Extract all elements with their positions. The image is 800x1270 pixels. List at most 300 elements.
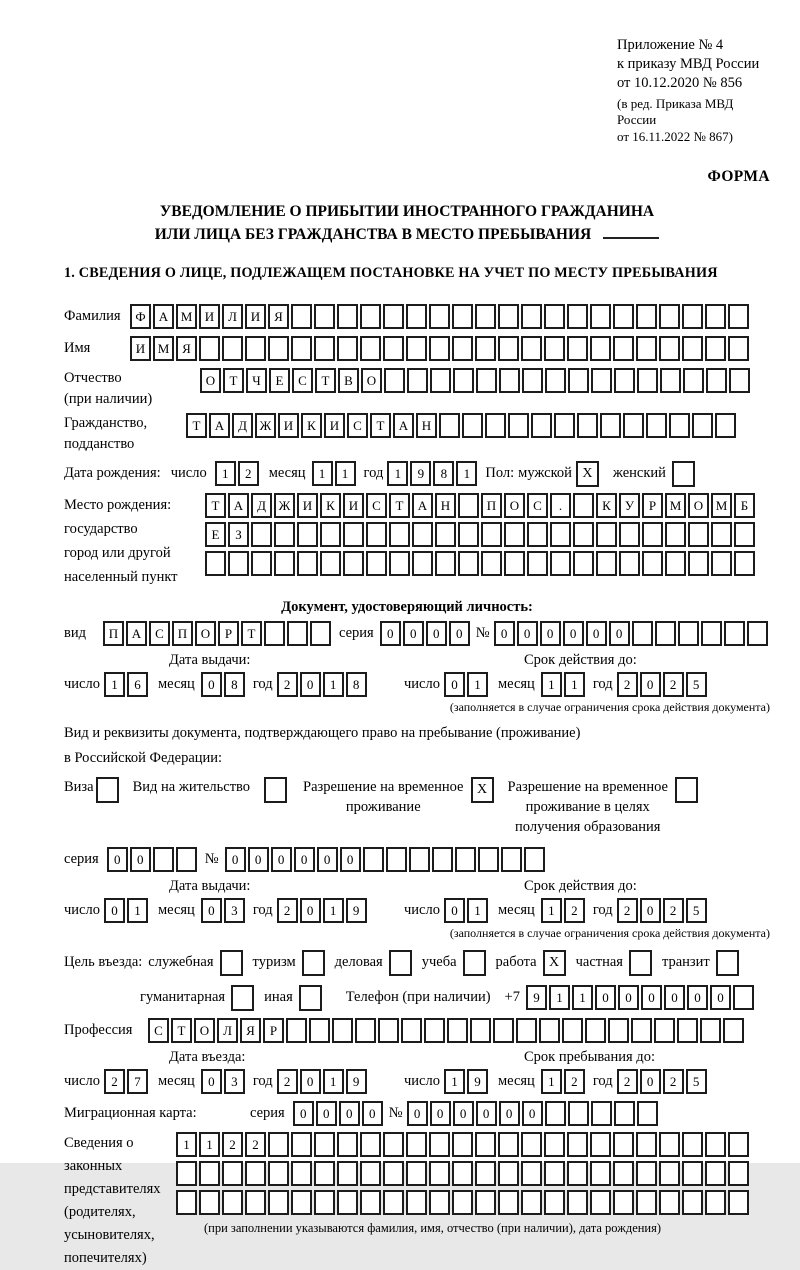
purpose-work-checkbox[interactable]: X: [543, 950, 566, 976]
char-cell[interactable]: 1: [127, 898, 148, 923]
char-cell[interactable]: 0: [476, 1101, 497, 1126]
char-cell[interactable]: [591, 368, 612, 393]
char-cell[interactable]: Т: [241, 621, 262, 646]
char-cell[interactable]: [655, 621, 676, 646]
char-cell[interactable]: [585, 1018, 606, 1043]
char-cell[interactable]: [531, 413, 552, 438]
purpose-other-checkbox[interactable]: [299, 985, 322, 1011]
char-cell[interactable]: 1: [549, 985, 570, 1010]
char-cell[interactable]: [429, 1161, 450, 1186]
char-cell[interactable]: [682, 1161, 703, 1186]
char-cell[interactable]: [378, 1018, 399, 1043]
char-cell[interactable]: 5: [686, 672, 707, 697]
char-cell[interactable]: [406, 304, 427, 329]
char-cell[interactable]: К: [596, 493, 617, 518]
char-cell[interactable]: [613, 1161, 634, 1186]
char-cell[interactable]: [705, 1161, 726, 1186]
char-cell[interactable]: Т: [186, 413, 207, 438]
char-cell[interactable]: Л: [222, 304, 243, 329]
char-cell[interactable]: [222, 1190, 243, 1215]
char-cell[interactable]: [659, 304, 680, 329]
char-cell[interactable]: [481, 551, 502, 576]
char-cell[interactable]: 0: [499, 1101, 520, 1126]
char-cell[interactable]: [733, 985, 754, 1010]
char-cell[interactable]: 0: [339, 1101, 360, 1126]
char-cell[interactable]: [501, 847, 522, 872]
char-cell[interactable]: 1: [541, 1069, 562, 1094]
char-cell[interactable]: [355, 1018, 376, 1043]
char-cell[interactable]: М: [665, 493, 686, 518]
char-cell[interactable]: [706, 368, 727, 393]
char-cell[interactable]: [728, 304, 749, 329]
char-cell[interactable]: 0: [407, 1101, 428, 1126]
char-cell[interactable]: 0: [225, 847, 246, 872]
char-cell[interactable]: [619, 522, 640, 547]
char-cell[interactable]: [429, 336, 450, 361]
temp-residence-checkbox[interactable]: X: [471, 777, 494, 803]
char-cell[interactable]: [682, 1190, 703, 1215]
char-cell[interactable]: [458, 522, 479, 547]
char-cell[interactable]: [498, 1161, 519, 1186]
char-cell[interactable]: [245, 336, 266, 361]
char-cell[interactable]: 1: [323, 672, 344, 697]
char-cell[interactable]: [199, 1190, 220, 1215]
char-cell[interactable]: [478, 847, 499, 872]
char-cell[interactable]: 2: [245, 1132, 266, 1157]
char-cell[interactable]: 1: [467, 898, 488, 923]
char-cell[interactable]: [636, 1190, 657, 1215]
char-cell[interactable]: [452, 1190, 473, 1215]
char-cell[interactable]: 1: [541, 672, 562, 697]
char-cell[interactable]: 8: [224, 672, 245, 697]
char-cell[interactable]: [554, 413, 575, 438]
char-cell[interactable]: [504, 522, 525, 547]
char-cell[interactable]: [389, 551, 410, 576]
char-cell[interactable]: [683, 368, 704, 393]
char-cell[interactable]: [728, 1132, 749, 1157]
char-cell[interactable]: [291, 336, 312, 361]
char-cell[interactable]: 1: [215, 461, 236, 486]
char-cell[interactable]: 8: [433, 461, 454, 486]
char-cell[interactable]: С: [292, 368, 313, 393]
char-cell[interactable]: С: [347, 413, 368, 438]
char-cell[interactable]: [567, 1190, 588, 1215]
char-cell[interactable]: [688, 551, 709, 576]
char-cell[interactable]: Е: [205, 522, 226, 547]
char-cell[interactable]: [544, 336, 565, 361]
char-cell[interactable]: 0: [300, 672, 321, 697]
char-cell[interactable]: [412, 522, 433, 547]
char-cell[interactable]: [360, 304, 381, 329]
char-cell[interactable]: О: [688, 493, 709, 518]
char-cell[interactable]: [406, 1132, 427, 1157]
char-cell[interactable]: [550, 551, 571, 576]
purpose-private-checkbox[interactable]: [629, 950, 652, 976]
char-cell[interactable]: [728, 1161, 749, 1186]
char-cell[interactable]: Т: [205, 493, 226, 518]
char-cell[interactable]: [337, 1190, 358, 1215]
char-cell[interactable]: [614, 368, 635, 393]
char-cell[interactable]: Р: [263, 1018, 284, 1043]
char-cell[interactable]: 0: [586, 621, 607, 646]
char-cell[interactable]: [682, 336, 703, 361]
char-cell[interactable]: [435, 551, 456, 576]
char-cell[interactable]: Е: [269, 368, 290, 393]
char-cell[interactable]: [458, 551, 479, 576]
char-cell[interactable]: [522, 368, 543, 393]
char-cell[interactable]: 9: [346, 1069, 367, 1094]
char-cell[interactable]: [268, 1161, 289, 1186]
char-cell[interactable]: [439, 413, 460, 438]
char-cell[interactable]: [613, 336, 634, 361]
char-cell[interactable]: [205, 551, 226, 576]
char-cell[interactable]: 0: [248, 847, 269, 872]
char-cell[interactable]: [724, 621, 745, 646]
char-cell[interactable]: Ж: [274, 493, 295, 518]
char-cell[interactable]: А: [126, 621, 147, 646]
char-cell[interactable]: [481, 522, 502, 547]
char-cell[interactable]: 0: [494, 621, 515, 646]
purpose-official-checkbox[interactable]: [220, 950, 243, 976]
char-cell[interactable]: 0: [609, 621, 630, 646]
char-cell[interactable]: С: [148, 1018, 169, 1043]
char-cell[interactable]: [430, 368, 451, 393]
char-cell[interactable]: Н: [435, 493, 456, 518]
char-cell[interactable]: [366, 551, 387, 576]
char-cell[interactable]: 1: [335, 461, 356, 486]
char-cell[interactable]: У: [619, 493, 640, 518]
char-cell[interactable]: 0: [316, 1101, 337, 1126]
char-cell[interactable]: [637, 368, 658, 393]
char-cell[interactable]: [485, 413, 506, 438]
char-cell[interactable]: [711, 551, 732, 576]
char-cell[interactable]: [337, 1132, 358, 1157]
temp-residence-education-checkbox[interactable]: [675, 777, 698, 803]
char-cell[interactable]: [176, 1161, 197, 1186]
visa-checkbox[interactable]: [96, 777, 119, 803]
char-cell[interactable]: [711, 522, 732, 547]
char-cell[interactable]: [642, 551, 663, 576]
char-cell[interactable]: [524, 847, 545, 872]
char-cell[interactable]: [544, 1132, 565, 1157]
char-cell[interactable]: [659, 1132, 680, 1157]
char-cell[interactable]: [642, 522, 663, 547]
char-cell[interactable]: 2: [663, 672, 684, 697]
char-cell[interactable]: [669, 413, 690, 438]
char-cell[interactable]: 1: [323, 898, 344, 923]
char-cell[interactable]: [458, 493, 479, 518]
char-cell[interactable]: 2: [104, 1069, 125, 1094]
char-cell[interactable]: [498, 1190, 519, 1215]
char-cell[interactable]: 1: [541, 898, 562, 923]
char-cell[interactable]: 2: [277, 672, 298, 697]
char-cell[interactable]: [682, 1132, 703, 1157]
char-cell[interactable]: [176, 847, 197, 872]
char-cell[interactable]: [406, 1161, 427, 1186]
char-cell[interactable]: [363, 847, 384, 872]
char-cell[interactable]: [521, 1161, 542, 1186]
char-cell[interactable]: [291, 1161, 312, 1186]
char-cell[interactable]: [407, 368, 428, 393]
char-cell[interactable]: [314, 336, 335, 361]
char-cell[interactable]: 0: [293, 1101, 314, 1126]
char-cell[interactable]: 0: [300, 898, 321, 923]
char-cell[interactable]: [590, 1190, 611, 1215]
char-cell[interactable]: [452, 336, 473, 361]
char-cell[interactable]: [499, 368, 520, 393]
char-cell[interactable]: [475, 304, 496, 329]
char-cell[interactable]: 1: [444, 1069, 465, 1094]
char-cell[interactable]: [659, 336, 680, 361]
char-cell[interactable]: [429, 1190, 450, 1215]
char-cell[interactable]: П: [481, 493, 502, 518]
char-cell[interactable]: [287, 621, 308, 646]
char-cell[interactable]: С: [366, 493, 387, 518]
char-cell[interactable]: [715, 413, 736, 438]
char-cell[interactable]: 0: [444, 898, 465, 923]
char-cell[interactable]: [591, 1101, 612, 1126]
char-cell[interactable]: [452, 1161, 473, 1186]
char-cell[interactable]: 9: [526, 985, 547, 1010]
char-cell[interactable]: Ф: [130, 304, 151, 329]
char-cell[interactable]: 0: [430, 1101, 451, 1126]
char-cell[interactable]: [613, 1132, 634, 1157]
char-cell[interactable]: [544, 304, 565, 329]
residence-permit-checkbox[interactable]: [264, 777, 287, 803]
char-cell[interactable]: 0: [340, 847, 361, 872]
char-cell[interactable]: [386, 847, 407, 872]
char-cell[interactable]: Я: [176, 336, 197, 361]
char-cell[interactable]: [504, 551, 525, 576]
char-cell[interactable]: [343, 551, 364, 576]
char-cell[interactable]: А: [153, 304, 174, 329]
char-cell[interactable]: 0: [403, 621, 424, 646]
char-cell[interactable]: Я: [268, 304, 289, 329]
char-cell[interactable]: И: [297, 493, 318, 518]
char-cell[interactable]: [613, 304, 634, 329]
char-cell[interactable]: [573, 551, 594, 576]
char-cell[interactable]: [268, 1190, 289, 1215]
char-cell[interactable]: Б: [734, 493, 755, 518]
char-cell[interactable]: [360, 336, 381, 361]
char-cell[interactable]: [222, 336, 243, 361]
char-cell[interactable]: [475, 1190, 496, 1215]
char-cell[interactable]: О: [195, 621, 216, 646]
char-cell[interactable]: [401, 1018, 422, 1043]
char-cell[interactable]: [475, 336, 496, 361]
purpose-humanitarian-checkbox[interactable]: [231, 985, 254, 1011]
char-cell[interactable]: [383, 1190, 404, 1215]
char-cell[interactable]: [705, 1132, 726, 1157]
char-cell[interactable]: [665, 522, 686, 547]
char-cell[interactable]: [360, 1190, 381, 1215]
char-cell[interactable]: [682, 304, 703, 329]
char-cell[interactable]: Р: [218, 621, 239, 646]
char-cell[interactable]: [659, 1190, 680, 1215]
char-cell[interactable]: О: [194, 1018, 215, 1043]
char-cell[interactable]: Т: [315, 368, 336, 393]
char-cell[interactable]: [366, 522, 387, 547]
char-cell[interactable]: [222, 1161, 243, 1186]
char-cell[interactable]: П: [103, 621, 124, 646]
char-cell[interactable]: Л: [217, 1018, 238, 1043]
purpose-tourism-checkbox[interactable]: [302, 950, 325, 976]
char-cell[interactable]: [493, 1018, 514, 1043]
char-cell[interactable]: [360, 1161, 381, 1186]
char-cell[interactable]: [274, 522, 295, 547]
char-cell[interactable]: 1: [199, 1132, 220, 1157]
char-cell[interactable]: [705, 1190, 726, 1215]
char-cell[interactable]: 2: [564, 1069, 585, 1094]
char-cell[interactable]: [453, 368, 474, 393]
char-cell[interactable]: [245, 1161, 266, 1186]
char-cell[interactable]: [659, 1161, 680, 1186]
char-cell[interactable]: К: [301, 413, 322, 438]
char-cell[interactable]: [320, 522, 341, 547]
char-cell[interactable]: [705, 336, 726, 361]
char-cell[interactable]: 1: [456, 461, 477, 486]
char-cell[interactable]: [596, 551, 617, 576]
char-cell[interactable]: [245, 1190, 266, 1215]
char-cell[interactable]: 0: [201, 898, 222, 923]
char-cell[interactable]: [199, 1161, 220, 1186]
char-cell[interactable]: [729, 368, 750, 393]
char-cell[interactable]: .: [550, 493, 571, 518]
char-cell[interactable]: О: [200, 368, 221, 393]
char-cell[interactable]: [314, 304, 335, 329]
char-cell[interactable]: 2: [238, 461, 259, 486]
char-cell[interactable]: Т: [370, 413, 391, 438]
gender-male-checkbox[interactable]: X: [576, 461, 599, 487]
char-cell[interactable]: [384, 368, 405, 393]
char-cell[interactable]: 0: [426, 621, 447, 646]
char-cell[interactable]: И: [245, 304, 266, 329]
char-cell[interactable]: 8: [346, 672, 367, 697]
char-cell[interactable]: 0: [540, 621, 561, 646]
char-cell[interactable]: 5: [686, 1069, 707, 1094]
char-cell[interactable]: [343, 522, 364, 547]
char-cell[interactable]: [700, 1018, 721, 1043]
char-cell[interactable]: 0: [362, 1101, 383, 1126]
char-cell[interactable]: 0: [595, 985, 616, 1010]
char-cell[interactable]: Н: [416, 413, 437, 438]
purpose-study-checkbox[interactable]: [463, 950, 486, 976]
char-cell[interactable]: [462, 413, 483, 438]
char-cell[interactable]: [251, 522, 272, 547]
char-cell[interactable]: 0: [449, 621, 470, 646]
char-cell[interactable]: 0: [517, 621, 538, 646]
char-cell[interactable]: [660, 368, 681, 393]
char-cell[interactable]: П: [172, 621, 193, 646]
char-cell[interactable]: [728, 1190, 749, 1215]
char-cell[interactable]: [590, 1161, 611, 1186]
char-cell[interactable]: 0: [640, 1069, 661, 1094]
char-cell[interactable]: 2: [564, 898, 585, 923]
char-cell[interactable]: [153, 847, 174, 872]
char-cell[interactable]: [596, 522, 617, 547]
char-cell[interactable]: 0: [453, 1101, 474, 1126]
char-cell[interactable]: [274, 551, 295, 576]
char-cell[interactable]: [728, 336, 749, 361]
char-cell[interactable]: [637, 1101, 658, 1126]
char-cell[interactable]: [435, 522, 456, 547]
char-cell[interactable]: 0: [664, 985, 685, 1010]
char-cell[interactable]: [688, 522, 709, 547]
char-cell[interactable]: [567, 336, 588, 361]
char-cell[interactable]: [291, 304, 312, 329]
char-cell[interactable]: [475, 1132, 496, 1157]
char-cell[interactable]: 0: [130, 847, 151, 872]
char-cell[interactable]: 2: [663, 1069, 684, 1094]
char-cell[interactable]: [613, 1190, 634, 1215]
char-cell[interactable]: 0: [563, 621, 584, 646]
char-cell[interactable]: [734, 522, 755, 547]
char-cell[interactable]: И: [324, 413, 345, 438]
char-cell[interactable]: [314, 1161, 335, 1186]
char-cell[interactable]: [665, 551, 686, 576]
char-cell[interactable]: 0: [687, 985, 708, 1010]
char-cell[interactable]: 0: [380, 621, 401, 646]
char-cell[interactable]: И: [278, 413, 299, 438]
char-cell[interactable]: [567, 1161, 588, 1186]
char-cell[interactable]: [389, 522, 410, 547]
char-cell[interactable]: 9: [410, 461, 431, 486]
char-cell[interactable]: [608, 1018, 629, 1043]
char-cell[interactable]: [320, 551, 341, 576]
char-cell[interactable]: 9: [346, 898, 367, 923]
char-cell[interactable]: 0: [522, 1101, 543, 1126]
char-cell[interactable]: [545, 1101, 566, 1126]
char-cell[interactable]: [701, 621, 722, 646]
char-cell[interactable]: М: [176, 304, 197, 329]
char-cell[interactable]: [332, 1018, 353, 1043]
char-cell[interactable]: [412, 551, 433, 576]
char-cell[interactable]: Т: [223, 368, 244, 393]
char-cell[interactable]: Ж: [255, 413, 276, 438]
char-cell[interactable]: [521, 1190, 542, 1215]
char-cell[interactable]: [429, 304, 450, 329]
char-cell[interactable]: 1: [572, 985, 593, 1010]
char-cell[interactable]: 6: [127, 672, 148, 697]
char-cell[interactable]: [636, 1161, 657, 1186]
char-cell[interactable]: 0: [104, 898, 125, 923]
char-cell[interactable]: [498, 304, 519, 329]
char-cell[interactable]: И: [343, 493, 364, 518]
char-cell[interactable]: [383, 304, 404, 329]
char-cell[interactable]: [406, 336, 427, 361]
char-cell[interactable]: И: [130, 336, 151, 361]
char-cell[interactable]: [527, 551, 548, 576]
char-cell[interactable]: 1: [387, 461, 408, 486]
char-cell[interactable]: Р: [642, 493, 663, 518]
char-cell[interactable]: [568, 368, 589, 393]
char-cell[interactable]: [705, 304, 726, 329]
char-cell[interactable]: [337, 1161, 358, 1186]
char-cell[interactable]: [623, 413, 644, 438]
char-cell[interactable]: [590, 1132, 611, 1157]
char-cell[interactable]: [521, 336, 542, 361]
char-cell[interactable]: 1: [323, 1069, 344, 1094]
char-cell[interactable]: [636, 1132, 657, 1157]
char-cell[interactable]: [677, 1018, 698, 1043]
char-cell[interactable]: 1: [176, 1132, 197, 1157]
char-cell[interactable]: [544, 1161, 565, 1186]
char-cell[interactable]: А: [393, 413, 414, 438]
char-cell[interactable]: [550, 522, 571, 547]
char-cell[interactable]: 5: [686, 898, 707, 923]
char-cell[interactable]: [590, 336, 611, 361]
char-cell[interactable]: З: [228, 522, 249, 547]
